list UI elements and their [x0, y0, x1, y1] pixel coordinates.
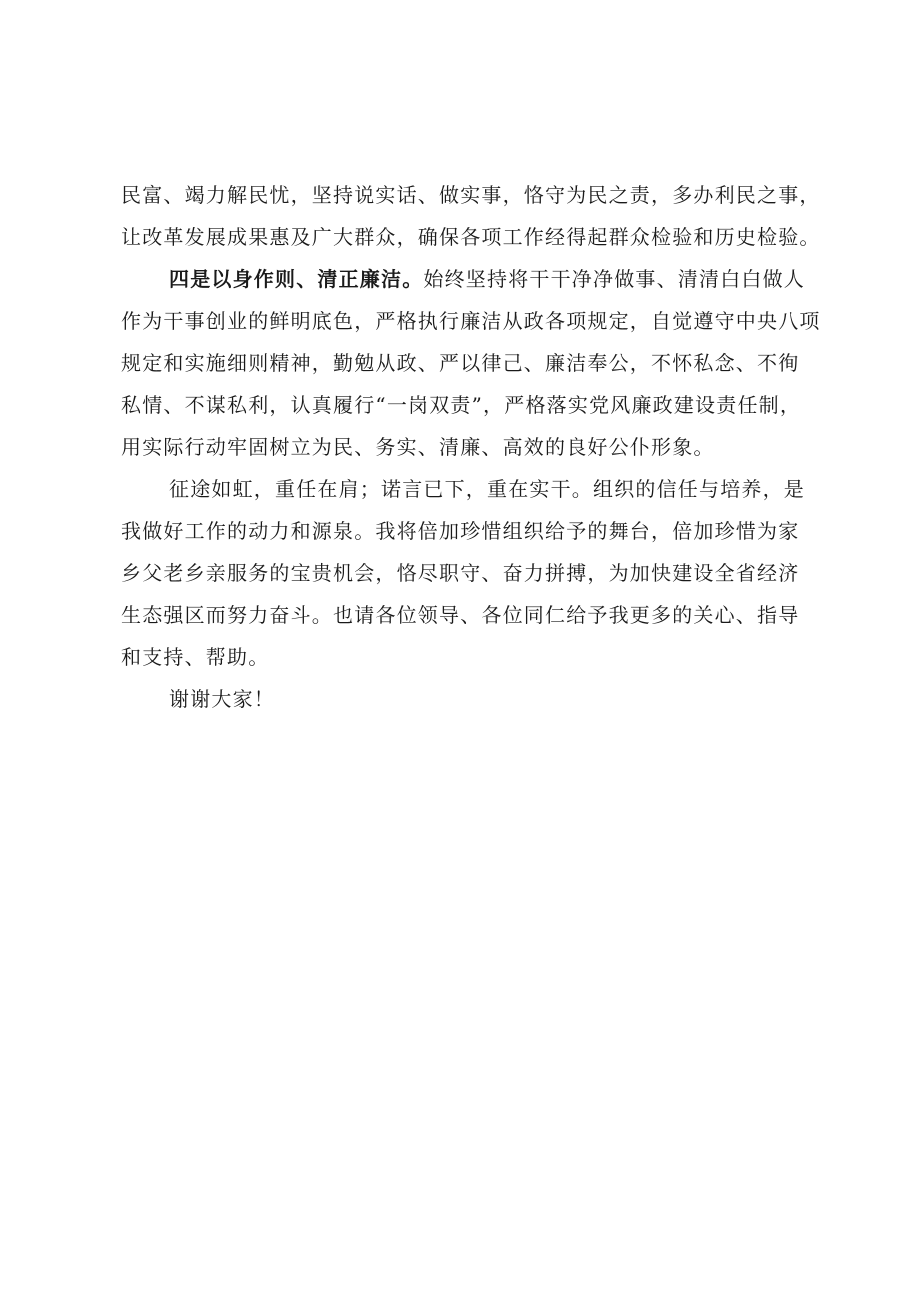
document-body — [121, 174, 821, 720]
text-fragment: 始终坚持将干干净净做事、清清白白做人 — [423, 267, 806, 291]
text-line: 乡父老乡亲服务的宝贵机会，恪尽职守、奋力拼搏，为加快建设全省经济 — [121, 561, 800, 585]
paragraph-1 — [121, 174, 821, 258]
text-line: 让改革发展成果惠及广大群众，确保各项工作经得起群众检验和历史检验。 — [121, 225, 821, 249]
text-line: 我做好工作的动力和源泉。我将倍加珍惜组织给予的舞台，倍加珍惜为家 — [121, 519, 800, 543]
closing-paragraph — [121, 678, 801, 720]
text-line — [121, 258, 806, 300]
paragraph-heading: 四是以身作则、清正廉洁。 — [169, 267, 424, 291]
text-line: 民富、竭力解民忧，坚持说实话、做实事，恪守为民之责，多办利民之事， — [121, 183, 821, 207]
text-line: 私情、不谋私利，认真履行“一岗双责”，严格落实党风廉政建设责任制， — [121, 393, 802, 417]
text-line: 和支持、帮助。 — [121, 645, 270, 669]
text-line: 征途如虹，重任在肩；诺言已下，重在实干。组织的信任与培养，是 — [169, 477, 805, 501]
text-line: 用实际行动牢固树立为民、务实、清廉、高效的良好公仆形象。 — [121, 435, 715, 459]
text-line: 生态强区而努力奋斗。也请各位领导、各位同仁给予我更多的关心、指导 — [121, 603, 800, 627]
text-line: 规定和实施细则精神，勤勉从政、严以律己、廉洁奉公，不怀私念、不徇 — [121, 351, 800, 375]
paragraph-3 — [121, 468, 805, 678]
closing-text: 谢谢大家！ — [169, 687, 275, 711]
paragraph-2 — [121, 258, 821, 468]
text-line: 作为干事创业的鲜明底色，严格执行廉洁从政各项规定，自觉遵守中央八项 — [121, 309, 821, 333]
